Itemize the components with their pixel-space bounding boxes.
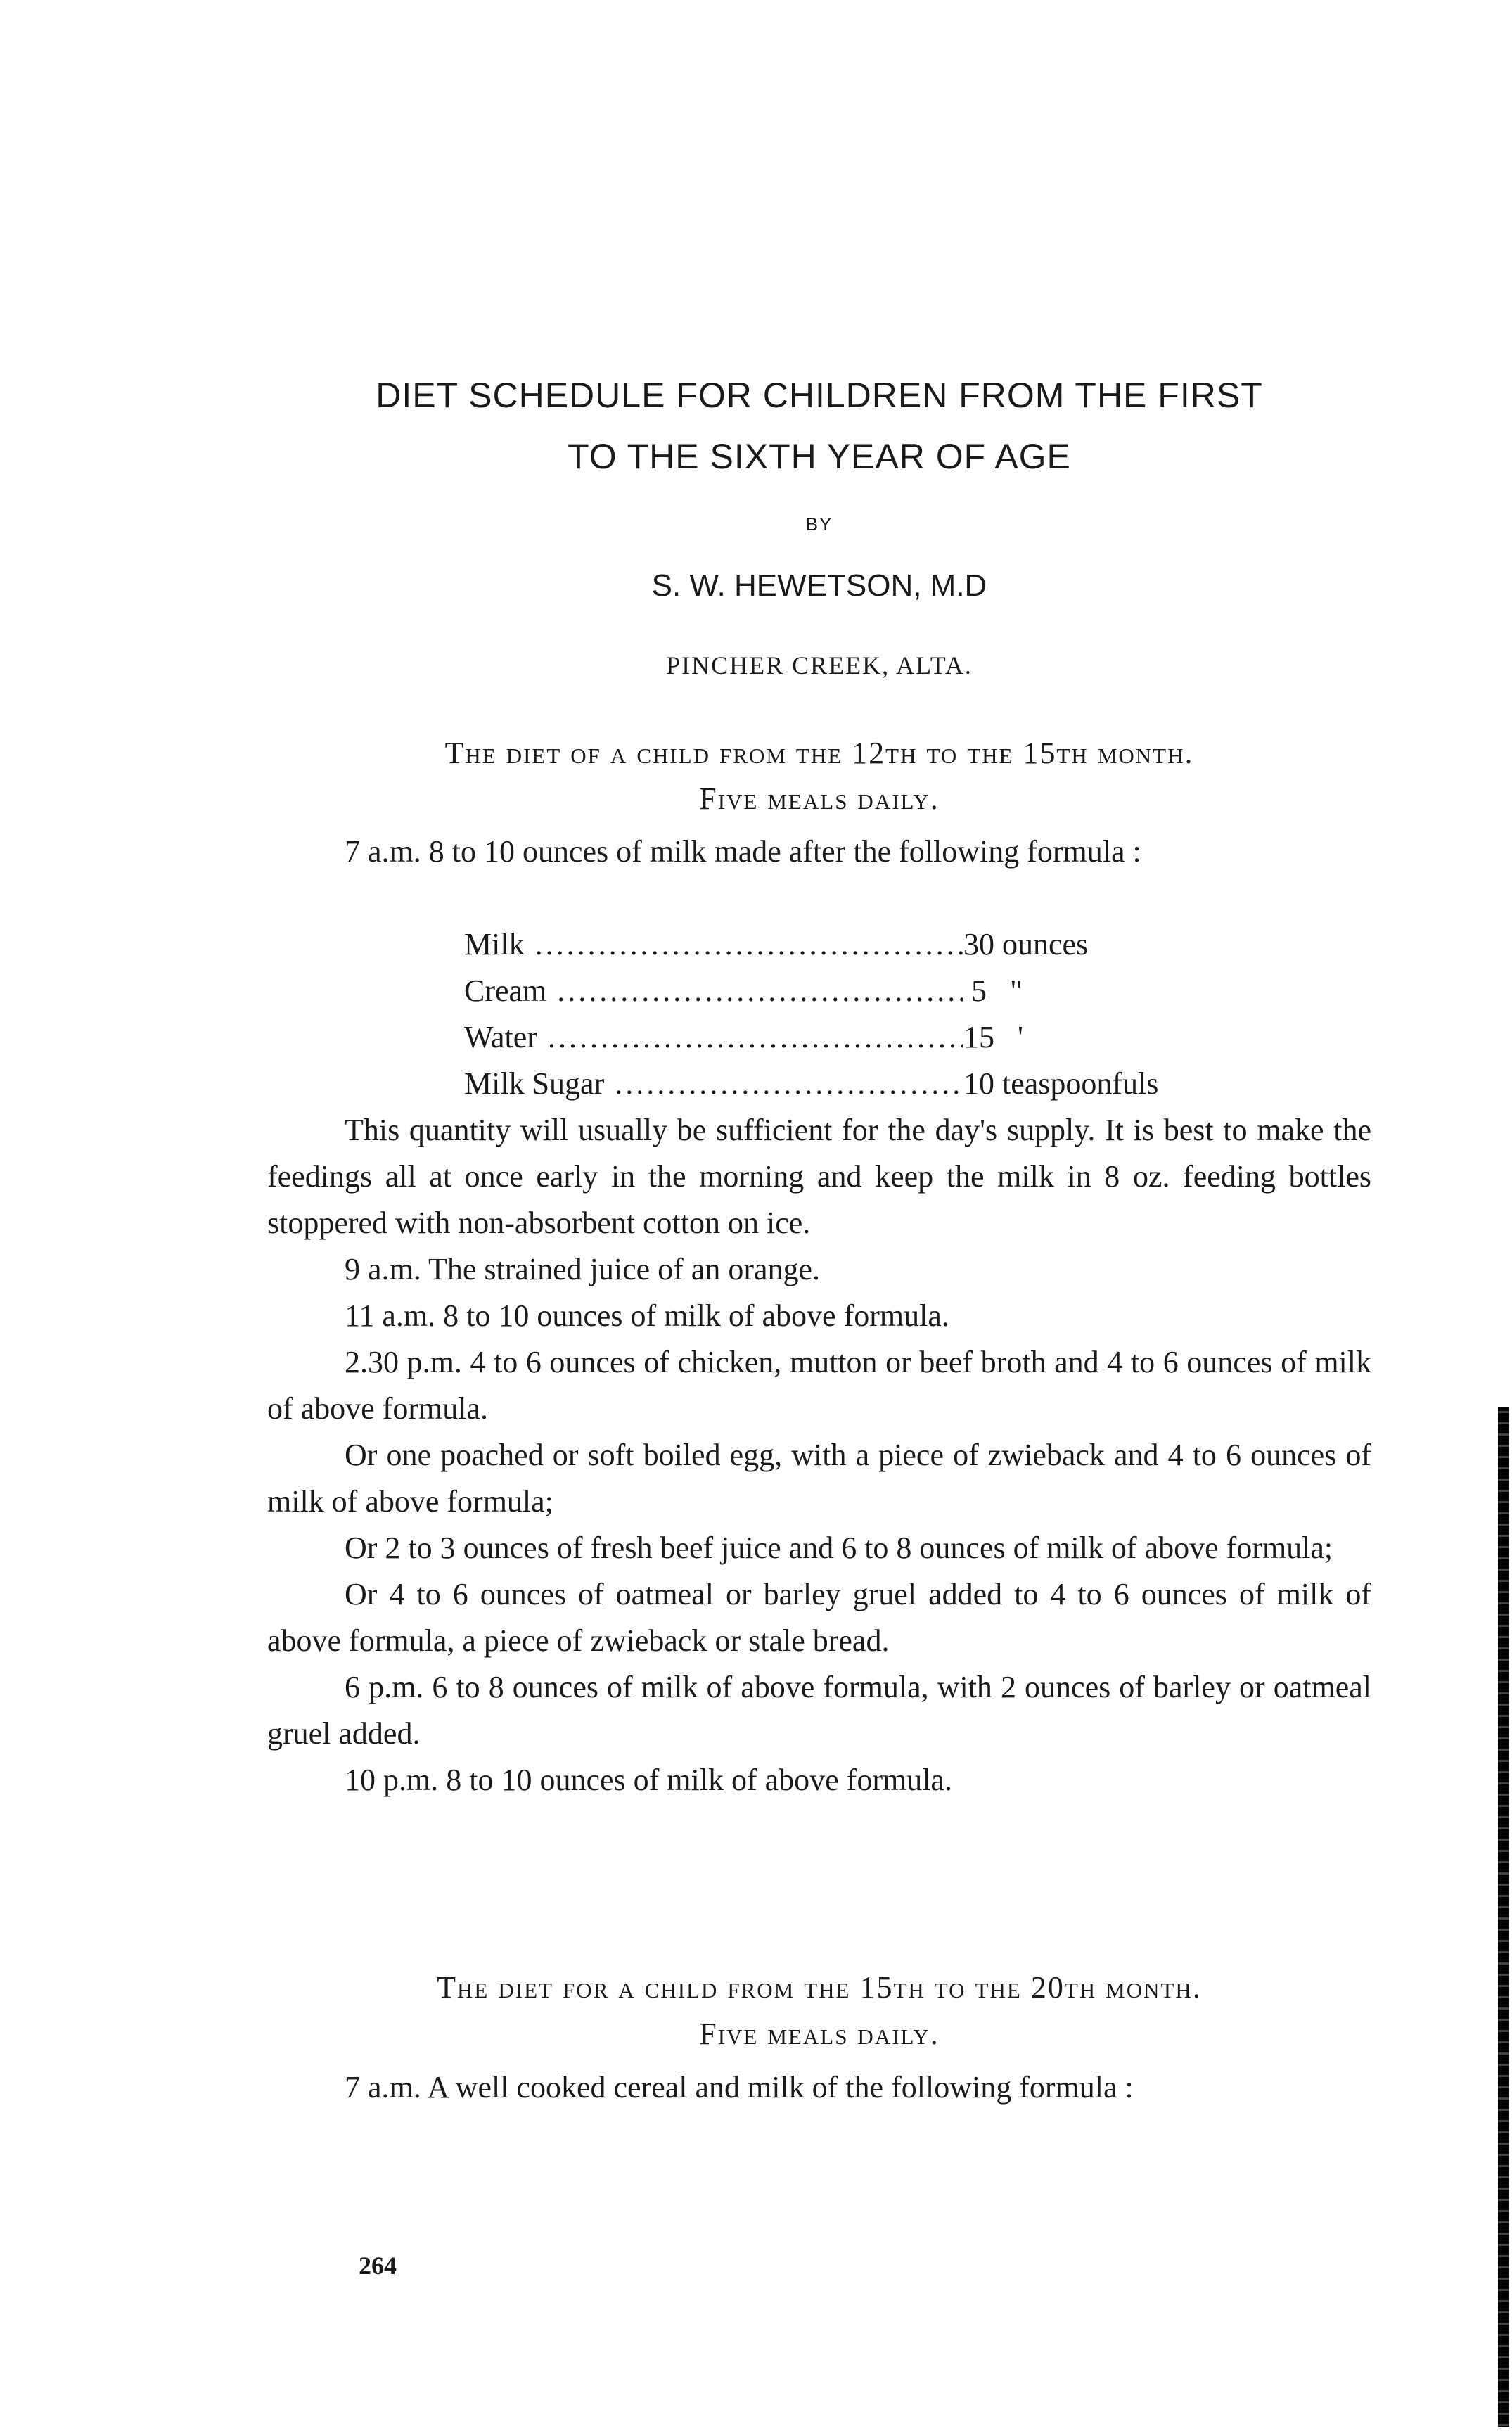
paragraph: Or one poached or soft boiled egg, with a piece of zwieback and 4 to 6 ounces of milk of above formula; [267, 1438, 1371, 1519]
section-1-heading: The diet of a child from the 12th to the 15th month. [444, 736, 1194, 770]
section-2-subheading: Five meals daily. [699, 2017, 940, 2051]
paragraph-7am-section-2: 7 a.m. A well cooked cereal and milk of the following formula : [345, 2070, 1134, 2105]
section-2-intro [267, 2064, 1371, 2111]
author: S. W. HEWETSON, M.D [651, 568, 987, 603]
formula-row [464, 921, 1308, 968]
formula-amount: 30 ounces [963, 927, 1089, 962]
formula-row [464, 1014, 1308, 1061]
formula-row [464, 968, 1308, 1014]
section-1-subheading: Five meals daily. [699, 781, 940, 816]
title-line-2: TO THE SIXTH YEAR OF AGE [568, 437, 1071, 476]
paragraph: 2.30 p.m. 4 to 6 ounces of chicken, mutton or beef broth and 4 to 6 ounces of milk of above formula. [267, 1345, 1371, 1426]
formula-amount: 10 teaspoonfuls [963, 1066, 1159, 1101]
milk-formula-table [464, 921, 1308, 1107]
paragraph: Or 2 to 3 ounces of fresh beef juice and 6 to 8 ounces of milk of above formula; [345, 1531, 1333, 1565]
page-number: 264 [359, 2252, 397, 2280]
formula-ingredient: Milk Sugar ..... [464, 1061, 963, 1107]
byline-label: BY [805, 513, 833, 535]
paragraph: 9 a.m. The strained juice of an orange. [345, 1252, 821, 1286]
scanned-page-edge [1498, 1407, 1509, 2427]
paragraph: This quantity will usually be sufficient for the day's supply. It is best to make the feedings all at once early in the morning and keep the milk in 8 oz. feeding bottles stoppered with non-absorbent cotton on ice. [267, 1113, 1371, 1240]
paragraph: 11 a.m. 8 to 10 ounces of milk of above formula. [345, 1298, 949, 1333]
section-1-intro [267, 829, 1371, 875]
formula-ingredient: Milk ..... [464, 921, 963, 968]
formula-ingredient: Water ..... [464, 1014, 963, 1061]
formula-amount: 5 " [963, 973, 1023, 1008]
section-2-heading: The diet for a child from the 15th to the 20th month. [437, 1970, 1202, 2005]
paragraph-7am: 7 a.m. 8 to 10 ounces of milk made after the following formula : [345, 834, 1141, 869]
paragraph: Or 4 to 6 ounces of oatmeal or barley gruel added to 4 to 6 ounces of milk of above formula, a piece of zwieback or stale bread. [267, 1577, 1371, 1658]
paragraph: 10 p.m. 8 to 10 ounces of milk of above formula. [345, 1763, 952, 1797]
section-1-body [267, 1107, 1371, 1803]
formula-row [464, 1061, 1308, 1107]
author-location: PINCHER CREEK, ALTA. [666, 651, 973, 679]
paragraph: 6 p.m. 6 to 8 ounces of milk of above formula, with 2 ounces of barley or oatmeal gruel added. [267, 1670, 1371, 1751]
title-line-1: DIET SCHEDULE FOR CHILDREN FROM THE FIRST [376, 376, 1263, 415]
formula-ingredient: Cream ..... [464, 968, 963, 1014]
formula-amount: 15 ' [963, 1020, 1023, 1054]
